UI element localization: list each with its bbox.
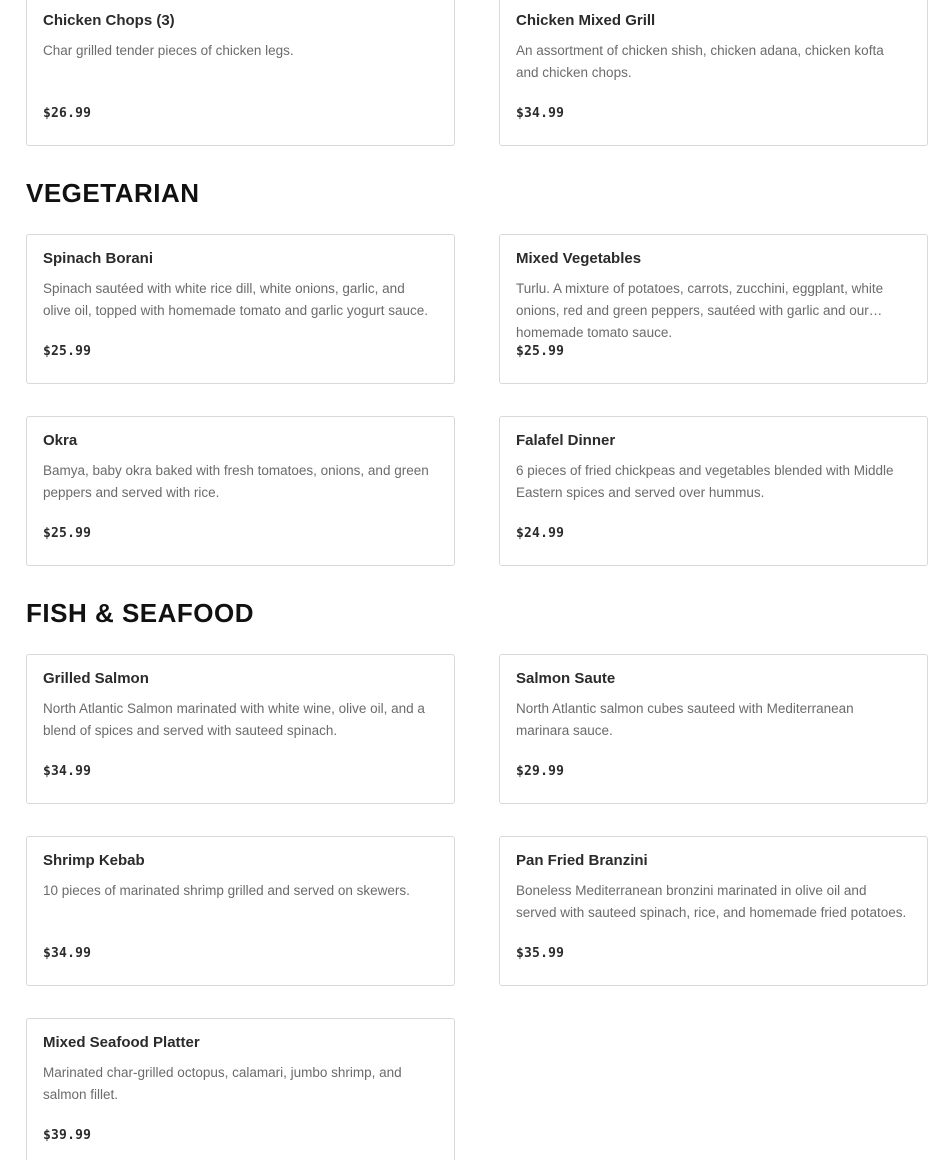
item-name: Grilled Salmon [43,670,149,687]
item-price: $29.99 [516,764,565,779]
item-description: Marinated char-grilled octopus, calamari, jumbo shrimp, and salmon fillet. [43,1065,402,1102]
item-description: Turlu. A mixture of potatoes, carrots, zucchini, eggplant, white onions, red and green peppers, sautéed with garlic and our homemade tomato sauce. [516,281,884,340]
menu-item-card[interactable] [26,1018,455,1160]
item-name: Okra [43,432,78,449]
item-price: $34.99 [43,946,92,961]
menu-item-card[interactable] [26,234,455,384]
section-title-fish-seafood: FISH & SEAFOOD [26,598,255,628]
item-name: Chicken Chops (3) [43,12,175,29]
item-name: Falafel Dinner [516,432,616,449]
item-name: Spinach Borani [43,250,154,267]
item-description: North Atlantic Salmon marinated with white wine, olive oil, and a blend of spices and served with sauteed spinach. [43,701,425,738]
item-price: $25.99 [516,344,565,359]
item-description: North Atlantic salmon cubes sauteed with Mediterranean marinara sauce. [516,701,854,738]
menu-item-card[interactable] [26,654,455,804]
menu-item-card[interactable] [26,0,455,146]
item-name: Salmon Saute [516,670,616,687]
item-name: Mixed Seafood Platter [43,1034,200,1051]
menu-item-card[interactable] [26,416,455,566]
item-name: Pan Fried Branzini [516,852,648,869]
menu-item-card[interactable] [499,416,928,566]
item-description: 6 pieces of fried chickpeas and vegetables blended with Middle Eastern spices and served over hummus. [516,463,894,500]
item-description: Spinach sautéed with white rice dill, white onions, garlic, and olive oil, topped with homemade tomato and garlic yogurt sauce. [43,281,428,318]
item-description: Char grilled tender pieces of chicken legs. [43,43,294,58]
item-description: 10 pieces of marinated shrimp grilled and served on skewers. [43,883,410,898]
section-title-vegetarian: VEGETARIAN [26,178,200,208]
item-price: $35.99 [516,946,565,961]
item-price: $26.99 [43,106,92,121]
item-name: Shrimp Kebab [43,852,145,869]
item-description: An assortment of chicken shish, chicken adana, chicken kofta and chicken chops. [516,43,884,80]
menu-item-card[interactable] [499,654,928,804]
menu-item-card[interactable] [499,0,928,146]
item-name: Chicken Mixed Grill [516,12,656,29]
item-price: $34.99 [516,106,565,121]
item-price: $25.99 [43,344,92,359]
item-price: $24.99 [516,526,565,541]
item-description: Bamya, baby okra baked with fresh tomatoes, onions, and green peppers and served with rice. [43,463,429,500]
menu-item-card[interactable] [26,836,455,986]
item-price: $34.99 [43,764,92,779]
menu-item-card[interactable] [499,836,928,986]
item-price: $25.99 [43,526,92,541]
item-name: Mixed Vegetables [516,250,642,267]
item-price: $39.99 [43,1128,92,1143]
menu-item-card[interactable] [499,234,928,384]
item-description: Boneless Mediterranean bronzini marinated in olive oil and served with sauteed spinach, rice, and homemade fried potatoes. [516,883,907,920]
